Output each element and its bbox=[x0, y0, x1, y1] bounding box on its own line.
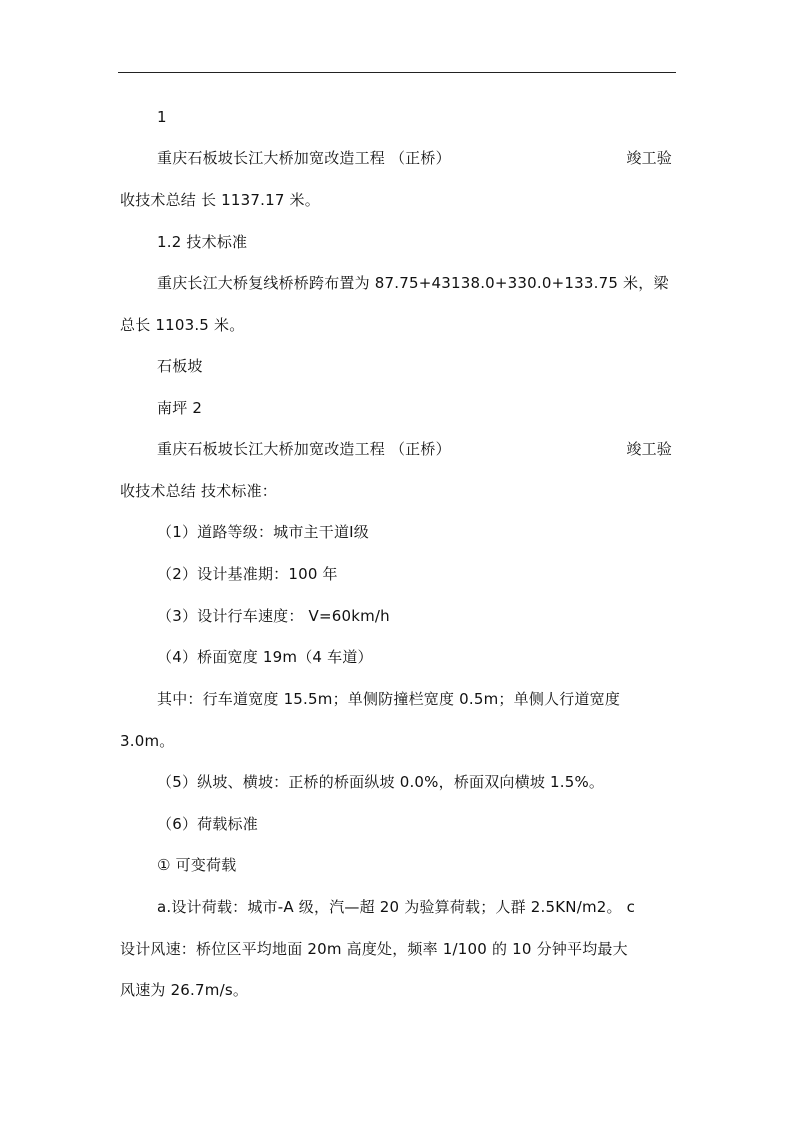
list-item-1: （1）道路等级：城市主干道Ⅰ级 bbox=[157, 523, 369, 541]
section-title-2-cont: 收技术总结 技术标准： bbox=[120, 482, 277, 500]
header-rule bbox=[118, 72, 676, 73]
label-nanping: 南坪 2 bbox=[157, 399, 203, 417]
paragraph-design-load: a.设计荷载：城市-A 级，汽—超 20 为验算荷载；人群 2.5KN/m2。 c bbox=[157, 898, 636, 916]
list-item-2: （2）设计基准期：100 年 bbox=[157, 565, 338, 583]
page-number: 1 bbox=[157, 108, 167, 126]
paragraph-span-layout: 重庆长江大桥复线桥桥跨布置为 87.75+43138.0+330.0+133.75 米，梁 bbox=[157, 274, 669, 292]
section-title-1-cont: 收技术总结 长 1137.17 米。 bbox=[120, 191, 320, 209]
paragraph-wind-speed: 设计风速：桥位区平均地面 20m 高度处，频率 1/100 的 10 分钟平均最大 bbox=[120, 940, 628, 958]
section-heading-1-2: 1.2 技术标准 bbox=[157, 233, 248, 251]
paragraph-widths: 其中：行车道宽度 15.5m；单侧防撞栏宽度 0.5m；单侧人行道宽度 bbox=[157, 690, 621, 708]
label-shibanpo: 石板坡 bbox=[157, 357, 203, 375]
list-item-6: （6）荷载标准 bbox=[157, 815, 258, 833]
paragraph-widths-cont: 3.0m。 bbox=[120, 732, 175, 750]
list-item-4: （4）桥面宽度 19m（4 车道） bbox=[157, 648, 373, 666]
section-title-2-tail: 竣工验 bbox=[626, 440, 672, 458]
section-title-1-tail: 竣工验 bbox=[626, 149, 672, 167]
paragraph-span-layout-cont: 总长 1103.5 米。 bbox=[120, 316, 245, 334]
sub-item-variable-load: ① 可变荷载 bbox=[157, 856, 237, 874]
list-item-5: （5）纵坡、横坡：正桥的桥面纵坡 0.0%，桥面双向横坡 1.5%。 bbox=[157, 773, 605, 791]
section-title-2: 重庆石板坡长江大桥加宽改造工程 （正桥） bbox=[157, 440, 451, 458]
list-item-3: （3）设计行车速度： V=60km/h bbox=[157, 607, 390, 625]
paragraph-wind-speed-cont: 风速为 26.7m/s。 bbox=[120, 981, 249, 999]
section-title-1: 重庆石板坡长江大桥加宽改造工程 （正桥） bbox=[157, 149, 451, 167]
